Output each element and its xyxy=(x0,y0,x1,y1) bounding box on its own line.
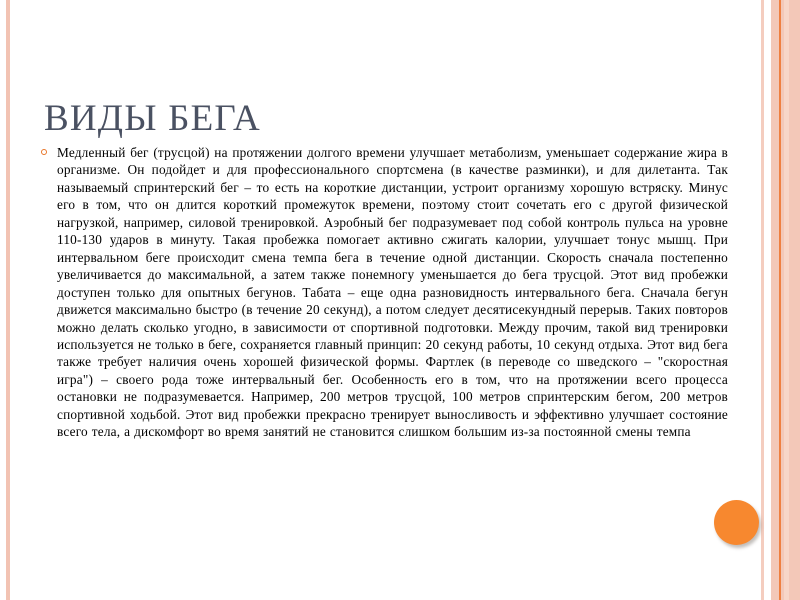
orange-decorative-circle xyxy=(714,500,759,545)
slide-title: ВИДЫ БЕГА xyxy=(44,97,261,139)
left-decorative-rule xyxy=(6,0,10,600)
bullet-list-item xyxy=(40,144,728,441)
slide-body xyxy=(40,144,728,441)
hollow-circle-bullet-icon xyxy=(41,149,47,155)
right-band-highlight xyxy=(784,0,789,600)
bullet-item-text: Медленный бег (трусцой) на протяжении долгого времени улучшает метаболизм, уменьшает содержание жира в организме. Он подойдет и для профессионального спортсмена (в качестве разминки), и для дилетанта. Так называемый спринтерский бег – то есть на короткие дистанции, устроит организму хорошую встряску. Минус его в том, что он длится короткий промежуток времени, поэтому стоит сочетать его с другой физической нагрузкой, например, силовой тренировкой. Аэробный бег подразумевает под собой контроль пульса на уровне 110-130 ударов в минуту. Такая пробежка помогает активно сжигать калории, улучшает тонус мышц. При интервальном беге происходит смена темпа бега в течение одной дистанции. Скорость сначала постепенно увеличивается до максимальной, а затем также понемногу уменьшается до бега трусцой. Этот вид пробежки доступен только для опытных бегунов. Табата – еще одна разновидность интервального бега. Сначала бегун движется максимально быстро (в течение 20 секунд), а потом следует десятисекундный перерыв. Таких повторов можно делать сколько угодно, в зависимости от спортивной подготовки. Между прочим, такой вид тренировки используется не только в беге, сохраняется главный принцип: 20 секунд работы, 10 секунд отдыха. Этот вид бега также требует наличия очень хорошей физической формы. Фартлек (в переводе со шведского – "скоростная игра") – своего рода тоже интервальный бег. Особенность его в том, что на протяжении всего процесса остановки не подразумевается. Например, 200 метров трусцой, 100 метров спринтерским бегом, 200 метров спортивной ходьбой. Этот вид пробежки прекрасно тренирует выносливость и эффективно улучшает состояние всего тела, а дискомфорт во время занятий не становится слишком большим из-за постоянной смены темпа xyxy=(57,145,728,440)
right-band-accent-line xyxy=(779,0,781,600)
right-thin-rule xyxy=(761,0,764,600)
